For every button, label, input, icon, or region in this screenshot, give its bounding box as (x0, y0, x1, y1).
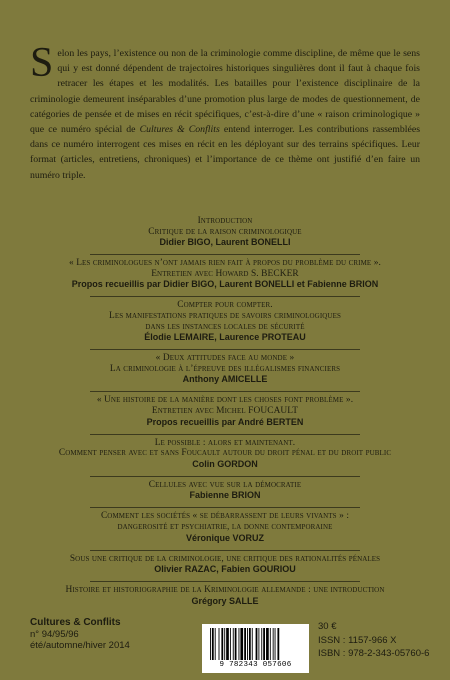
separator-rule (90, 550, 360, 551)
toc-entry-title-line: Entretien avec Howard S. BECKER (151, 268, 299, 279)
journal-name-italic: Cultures & Conflits (139, 124, 220, 136)
isbn: ISBN : 978-2-343-05760-6 (318, 648, 430, 659)
toc-entry-author: Grégory SALLE (191, 595, 259, 606)
footer (0, 610, 450, 680)
summary-text: elon les pays, l’existence ou non de la criminologie comme discipline, de même que le sens qui y est donné dépendent de trajectoires historiques singulières dont il faut à chaque fois retracer les étapes et les modalités. Les batailles pour l’existence disciplinaire de la criminologie demeurent inséparables d’une promotion plus large de modes de questionnement, de catégories de pensée et de mises en récit spécifiques, c’est-à-dire d’une « raison criminologique » que ce numéro spécial de Cultures & Conflits entend interroger. Les contributions rassemblées dans ce numéro interrogent ces mises en récit en les déployant sur des terrains spécifiques. Leur format (articles, entretiens, chroniques) et l’importance de ce thème ont justifié d’en faire un numéro triple. (30, 48, 421, 181)
toc-entry (0, 300, 450, 343)
toc-entry-title-line: Introduction (197, 216, 253, 226)
toc-entry (0, 511, 450, 543)
separator-rule (90, 581, 360, 582)
toc-entry (0, 216, 450, 248)
toc-entry-author: Propos recueillis par Didier BIGO, Laurent BONELLI et Fabienne BRION (71, 279, 379, 290)
toc-entry-title-line: Comment penser avec et sans Foucault autour du droit pénal et du droit public (58, 448, 392, 459)
toc-entry-title-line: Les manifestations pratiques de savoirs criminologiques (109, 310, 341, 321)
barcode-bars (210, 628, 301, 660)
toc-entry-title-line: Comment les sociétés « se débarrassent de leurs vivants » : (100, 511, 350, 522)
journal-title: Cultures & Conflits (30, 617, 121, 628)
issn: ISSN : 1157-966 X (318, 634, 397, 646)
toc-entry-title-line: Cellules avec vue sur la démocratie (148, 479, 302, 490)
separator-rule (90, 391, 360, 392)
issue-season: été/automne/hiver 2014 (30, 640, 130, 651)
toc-entry (0, 480, 450, 502)
toc-entry-title-line: « Deux attitudes face au monde » (155, 353, 295, 364)
toc-entry (0, 438, 450, 470)
toc-entry (0, 258, 450, 290)
toc-entry-author: Propos recueillis par André BERTEN (146, 416, 304, 427)
toc-entry-title-line: La criminologie à l’épreuve des illégalismes financiers (109, 363, 341, 374)
journal-info (30, 617, 130, 652)
toc-entry (0, 585, 450, 607)
barcode (202, 624, 309, 673)
toc-entry-title-line: Critique de la raison criminologique (148, 226, 302, 237)
issue-number: n° 94/95/96 (30, 628, 79, 640)
separator-rule (90, 296, 360, 297)
toc-entry-title-line: « Une histoire de la manière dont les choses font problème ». (96, 395, 354, 406)
toc-entry-title-line: Histoire et historiographie de la Kriminologie allemande : une introduction (65, 585, 385, 596)
price: 30 € (318, 621, 337, 632)
table-of-contents (0, 216, 450, 613)
toc-entry-author: Colin GORDON (192, 458, 258, 469)
toc-entry-author: Anthony AMICELLE (182, 374, 268, 385)
toc-entry-title-line: dangerosité et psychiatrie, la donne contemporaine (117, 521, 333, 532)
toc-entry-author: Fabienne BRION (189, 490, 261, 501)
toc-entry-author: Didier BIGO, Laurent BONELLI (159, 237, 291, 248)
drop-cap: S (30, 40, 54, 86)
separator-rule (90, 254, 360, 255)
barcode-number: 9 782343 057606 (219, 661, 292, 669)
back-cover-summary (30, 40, 421, 183)
toc-entry-author: Olivier RAZAC, Fabien GOURIOU (154, 564, 296, 575)
toc-entry-author: Véronique VORUZ (185, 532, 264, 543)
separator-rule (90, 507, 360, 508)
separator-rule (90, 476, 360, 477)
toc-entry-title-line: dans les instances locales de sécurité (145, 321, 305, 332)
separator-rule (90, 434, 360, 435)
toc-entry-title-line: Le possible : alors et maintenant. (154, 437, 296, 448)
toc-entry (0, 395, 450, 427)
toc-entry-title-line: Compter pour compter. (177, 300, 273, 311)
separator-rule (90, 349, 360, 350)
toc-entry (0, 554, 450, 576)
toc-entry-author: Élodie LEMAIRE, Laurence PROTEAU (144, 332, 306, 343)
toc-entry-title-line: Sous une critique de la criminologie, une critique des rationalités pénales (69, 553, 381, 564)
toc-entry-title-line: Entretien avec Michel FOUCAULT (151, 405, 299, 416)
price-and-identifiers (318, 620, 429, 661)
toc-entry-title-line: « Les criminologues n’ont jamais rien fait à propos du problème du crime ». (69, 258, 381, 269)
toc-entry (0, 353, 450, 385)
